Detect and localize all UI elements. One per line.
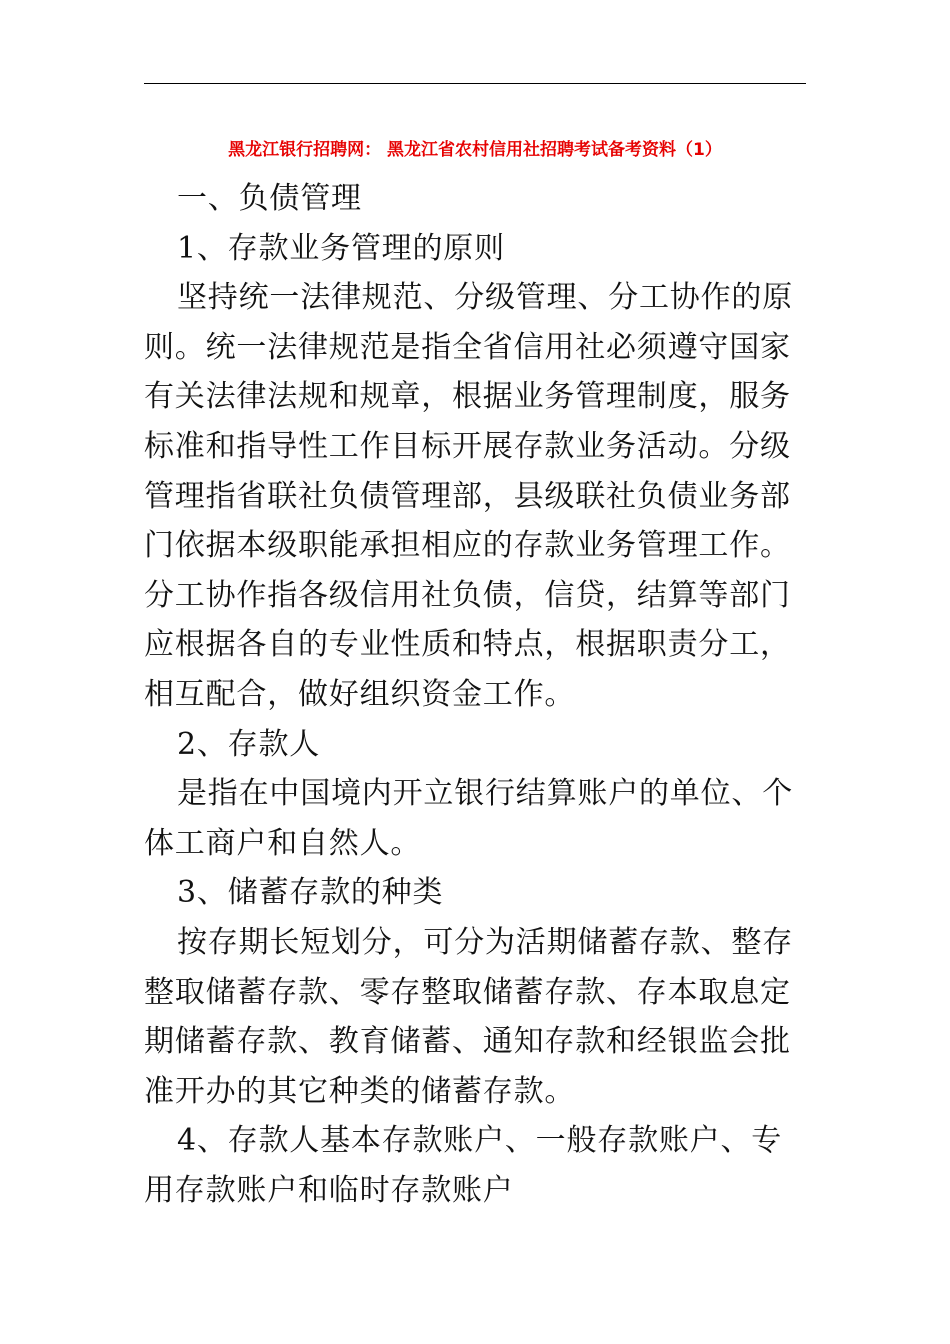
section-heading-liability-management: 一、负债管理 xyxy=(177,181,362,216)
document-body xyxy=(144,174,806,1215)
document-title: 黑龙江银行招聘网： 黑龙江省农村信用社招聘考试备考资料（1） xyxy=(228,140,722,160)
paragraph-deposit-principles: 坚持统一法律规范、分级管理、分工协作的原则。统一法律规范是指全省信用社必须遵守国家有关法律法规和规章，根据业务管理制度，服务标准和指导性工作目标开展存款业务活动。分级管理指省联社负债管理部，县级联社负债业务部门依据本级职能承担相应的存款业务管理工作。分工协作指各级信用社负债，信贷，结算等部门应根据各自的专业性质和特点，根据职责分工，相互配合，做好组织资金工作。 xyxy=(144,280,793,712)
subheading-savings-types: 3、储蓄存款的种类 xyxy=(177,875,444,911)
subheading-deposit-principles: 1、存款业务管理的原则 xyxy=(177,230,505,266)
paragraph-savings-types: 按存期长短划分，可分为活期储蓄存款、整存整取储蓄存款、零存整取储蓄存款、存本取息定期储蓄存款、教育储蓄、通知存款和经银监会批准开办的其它种类的储蓄存款。 xyxy=(144,924,793,1109)
subheading-depositor: 2、存款人 xyxy=(177,726,321,762)
paragraph-depositor: 是指在中国境内开立银行结算账户的单位、个体工商户和自然人。 xyxy=(144,776,793,861)
paragraph-account-types: 4、存款人基本存款账户、一般存款账户、专用存款账户和临时存款账户 xyxy=(144,1123,783,1208)
header-rule xyxy=(144,83,806,84)
